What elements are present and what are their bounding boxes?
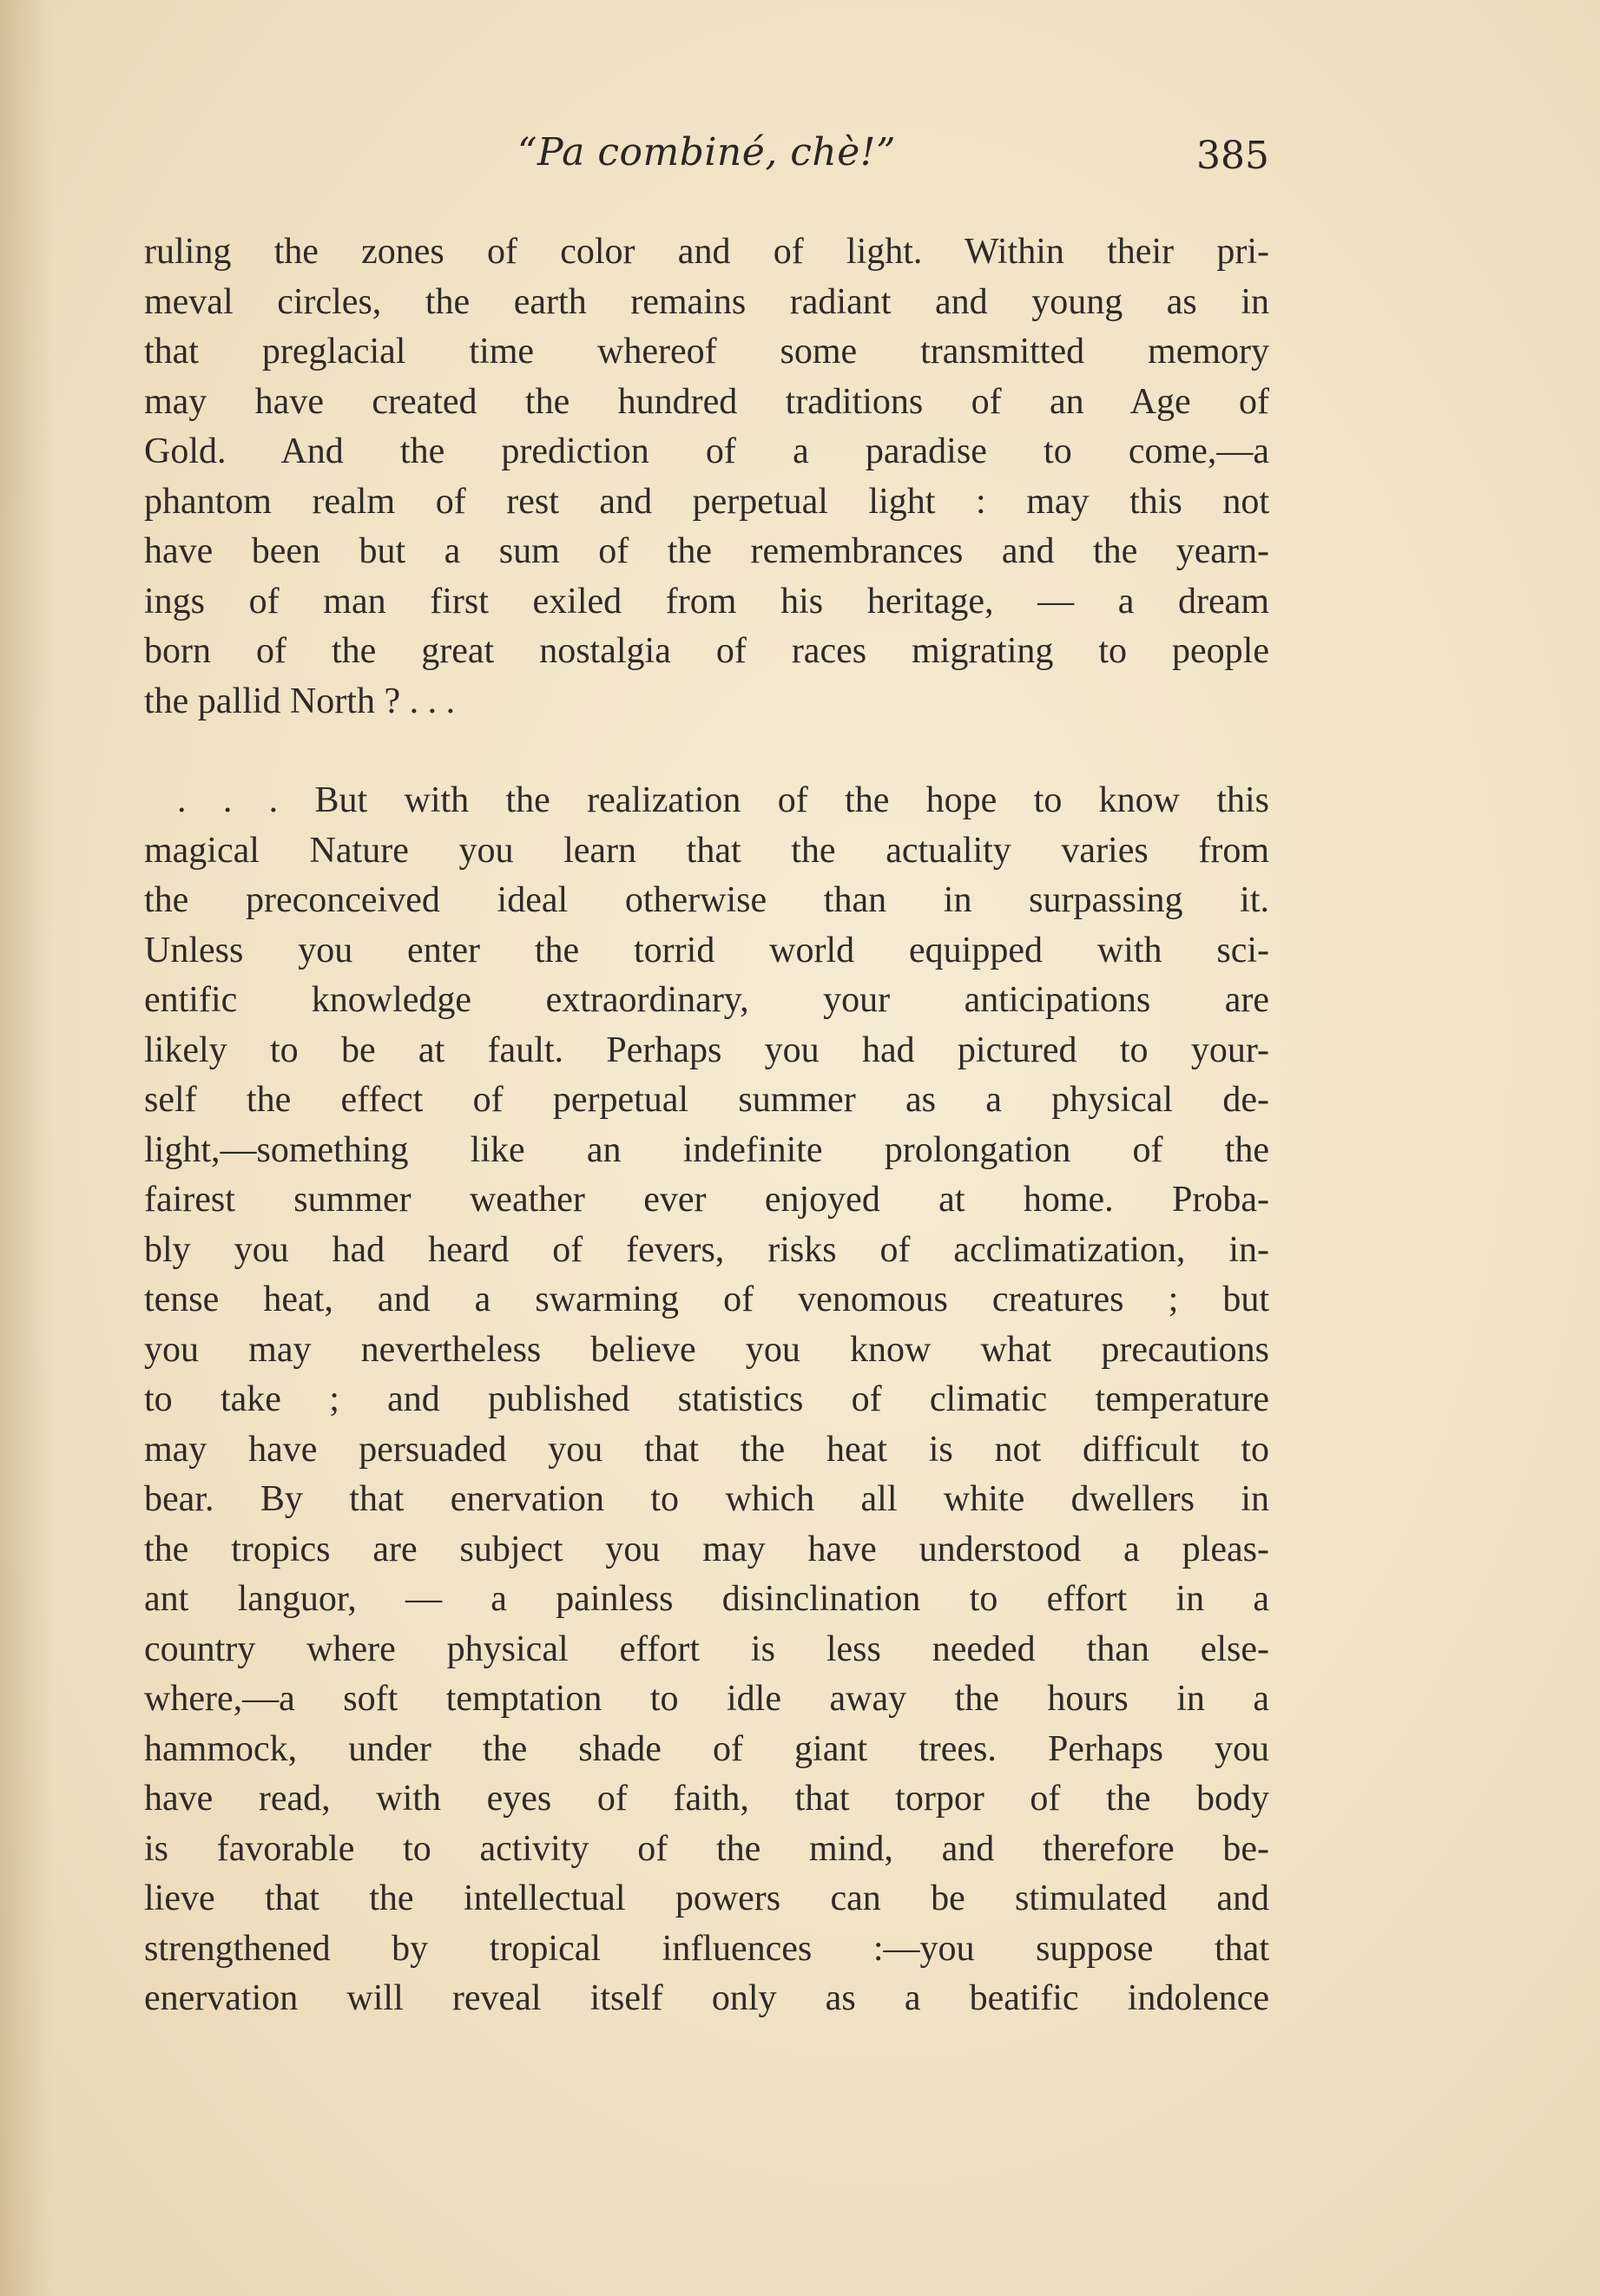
text-line: the preconceived ideal otherwise than in surpassing it. bbox=[144, 880, 1269, 920]
text-line: lieve that the intellectual powers can be stimulated and bbox=[144, 1878, 1269, 1918]
text-line: enervation will reveal itself only as a beatific indolence bbox=[144, 1978, 1269, 2018]
text-line: may have created the hundred traditions of an Age of bbox=[144, 381, 1269, 422]
text-line: ings of man first exiled from his heritage, — a dream bbox=[144, 581, 1269, 622]
text-line: light,—something like an indefinite prolongation of the bbox=[144, 1129, 1269, 1170]
text-line: to take ; and published statistics of climatic temperature bbox=[144, 1379, 1269, 1419]
text-line: you may nevertheless believe you know what precautions bbox=[144, 1329, 1269, 1370]
text-line: the tropics are subject you may have understood a pleas- bbox=[144, 1529, 1269, 1569]
paragraph-1 bbox=[144, 227, 1269, 727]
text-line: ant languor, — a painless disinclination to effort in a bbox=[144, 1579, 1269, 1619]
text-line: likely to be at fault. Perhaps you had pictured to your- bbox=[144, 1030, 1269, 1070]
text-line: country where physical effort is less needed than else- bbox=[144, 1628, 1269, 1669]
text-line: bear. By that enervation to which all white dwellers in bbox=[144, 1479, 1269, 1519]
text-line: self the effect of perpetual summer as a physical de- bbox=[144, 1080, 1269, 1120]
text-line: tense heat, and a swarming of venomous creatures ; but bbox=[144, 1280, 1269, 1319]
text-line: phantom realm of rest and perpetual light : may this not bbox=[144, 481, 1269, 522]
running-title: “Pa combiné, chè!” bbox=[517, 130, 896, 174]
text-line: meval circles, the earth remains radiant and young as in bbox=[144, 281, 1269, 322]
text-line: hammock, under the shade of giant trees. Perhaps you bbox=[144, 1728, 1269, 1769]
text-line: ruling the zones of color and of light. Within their pri- bbox=[144, 232, 1269, 272]
page-body bbox=[144, 227, 1269, 2024]
paragraph-2 bbox=[144, 776, 1269, 2024]
text-line: where,—a soft temptation to idle away the hours in a bbox=[144, 1679, 1269, 1719]
text-line: strengthened by tropical influences :—you suppose that bbox=[144, 1928, 1269, 1969]
paragraph-spacer bbox=[144, 727, 1269, 776]
text-line: may have persuaded you that the heat is not difficult to bbox=[144, 1429, 1269, 1470]
text-line: have read, with eyes of faith, that torpor of the body bbox=[144, 1779, 1269, 1819]
text-line: bly you had heard of fevers, risks of acclimatization, in- bbox=[144, 1229, 1269, 1270]
text-line: fairest summer weather ever enjoyed at home. Proba- bbox=[144, 1180, 1269, 1220]
text-line: . . . But with the realization of the hope to know this bbox=[177, 780, 1269, 820]
text-line: entific knowledge extraordinary, your anticipations are bbox=[144, 980, 1269, 1020]
page-header bbox=[144, 130, 1269, 200]
text-line: is favorable to activity of the mind, and therefore be- bbox=[144, 1828, 1269, 1869]
text-line: the pallid North ? . . . bbox=[144, 681, 456, 721]
text-line: Unless you enter the torrid world equipped with sci- bbox=[144, 930, 1269, 970]
text-line: Gold. And the prediction of a paradise to come,—a bbox=[144, 431, 1269, 471]
text-line: born of the great nostalgia of races migrating to people bbox=[144, 631, 1269, 671]
text-line: magical Nature you learn that the actuality varies from bbox=[144, 830, 1269, 871]
text-line: have been but a sum of the remembrances and the yearn- bbox=[144, 531, 1269, 571]
text-line: that preglacial time whereof some transmitted memory bbox=[144, 332, 1269, 372]
page-number: 385 bbox=[1196, 134, 1269, 178]
